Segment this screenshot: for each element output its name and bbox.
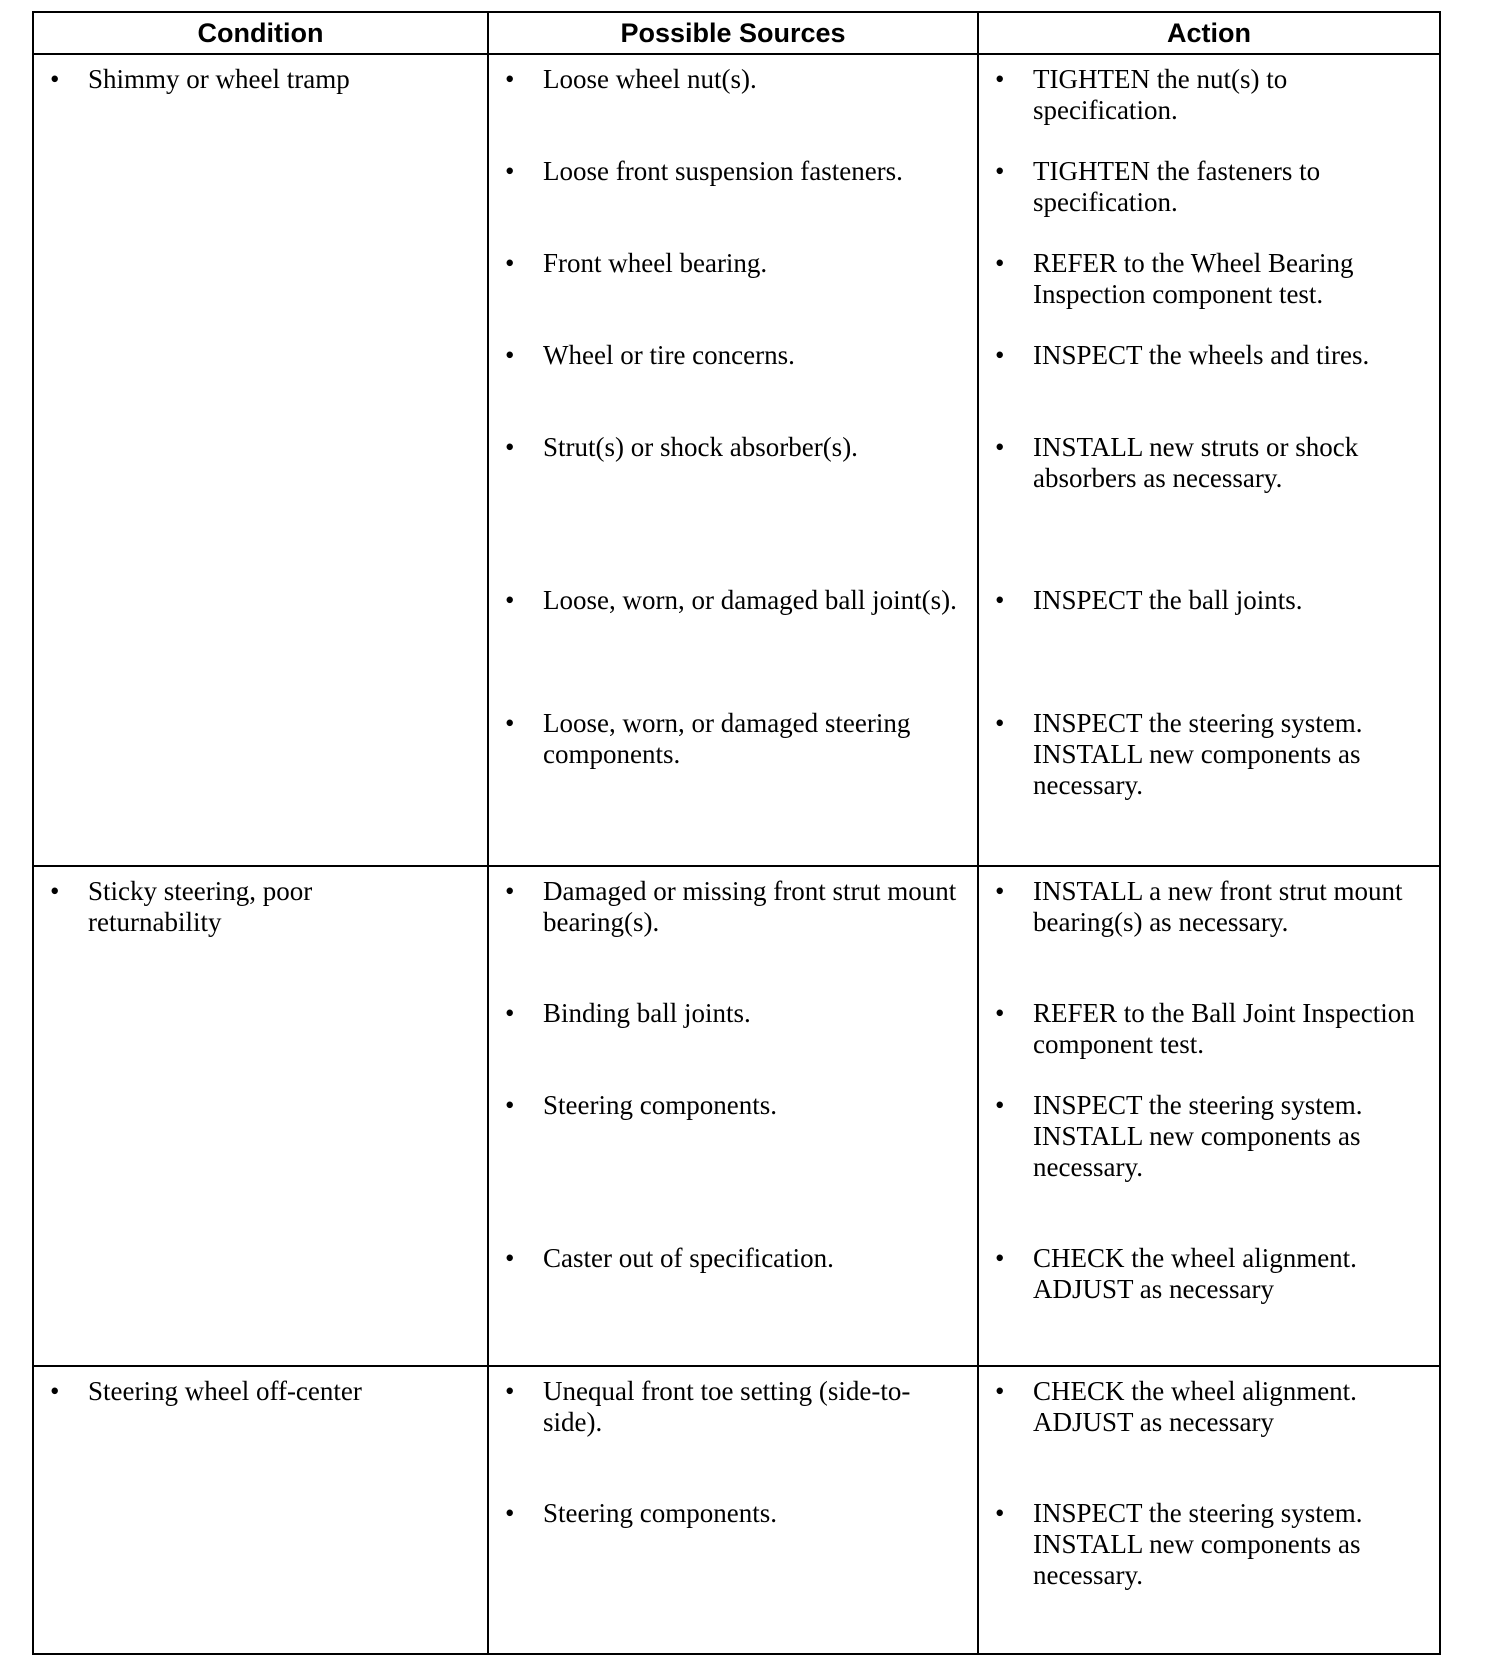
bullet: • (995, 1498, 1005, 1528)
action-entry (979, 432, 1439, 494)
source-entry (489, 708, 977, 770)
action-text: INSTALL new struts or shock absorbers as necessary. (1033, 432, 1359, 493)
action-entry (979, 1090, 1439, 1183)
source-text: Strut(s) or shock absorber(s). (543, 432, 858, 462)
condition-entry (34, 64, 487, 95)
bullet: • (995, 432, 1005, 462)
condition-entry (34, 1376, 487, 1407)
source-text: Wheel or tire concerns. (543, 340, 795, 370)
bullet: • (995, 1090, 1005, 1120)
action-cell (978, 54, 1440, 866)
diagnosis-table (32, 11, 1441, 1655)
action-text: INSPECT the steering system. INSTALL new components as necessary. (1033, 1498, 1363, 1590)
source-text: Steering components. (543, 1090, 777, 1120)
action-entry (979, 1376, 1439, 1438)
bullet: • (50, 1376, 60, 1406)
action-text: TIGHTEN the fasteners to specification. (1033, 156, 1321, 217)
source-entry (489, 876, 977, 938)
bullet: • (505, 1498, 515, 1528)
action-entry (979, 248, 1439, 310)
source-entry (489, 585, 977, 616)
source-entry (489, 998, 977, 1029)
source-text: Front wheel bearing. (543, 248, 768, 278)
sources-cell (488, 1366, 978, 1654)
action-entry (979, 1498, 1439, 1591)
bullet: • (505, 708, 515, 738)
source-entry (489, 64, 977, 95)
sources-cell (488, 54, 978, 866)
bullet: • (505, 432, 515, 462)
source-text: Caster out of specification. (543, 1243, 834, 1273)
condition-cell (33, 1366, 488, 1654)
source-text: Loose, worn, or damaged steering components. (543, 708, 911, 769)
bullet: • (995, 708, 1005, 738)
header-action: Action (978, 12, 1440, 54)
source-text: Loose wheel nut(s). (543, 64, 757, 94)
action-text: REFER to the Wheel Bearing Inspection component test. (1033, 248, 1354, 309)
header-possible-sources: Possible Sources (488, 12, 978, 54)
table-row (33, 54, 1440, 866)
bullet: • (505, 876, 515, 906)
bullet: • (505, 156, 515, 186)
bullet: • (505, 248, 515, 278)
bullet: • (995, 340, 1005, 370)
source-entry (489, 340, 977, 371)
bullet: • (995, 248, 1005, 278)
action-cell (978, 1366, 1440, 1654)
action-text: REFER to the Ball Joint Inspection component test. (1033, 998, 1415, 1059)
condition-cell (33, 54, 488, 866)
bullet: • (50, 64, 60, 94)
source-entry (489, 156, 977, 187)
bullet: • (505, 998, 515, 1028)
action-entry (979, 340, 1439, 371)
bullet: • (995, 585, 1005, 615)
bullet: • (505, 1243, 515, 1273)
header-row (33, 12, 1440, 54)
bullet: • (995, 1376, 1005, 1406)
source-entry (489, 1090, 977, 1121)
bullet: • (505, 1376, 515, 1406)
action-text: INSPECT the wheels and tires. (1033, 340, 1370, 370)
action-entry (979, 64, 1439, 126)
action-entry (979, 585, 1439, 616)
action-entry (979, 708, 1439, 801)
action-text: INSPECT the ball joints. (1033, 585, 1303, 615)
action-text: INSPECT the steering system. INSTALL new components as necessary. (1033, 708, 1363, 800)
sources-cell (488, 866, 978, 1366)
bullet: • (505, 64, 515, 94)
table-row (33, 866, 1440, 1366)
bullet: • (505, 340, 515, 370)
action-cell (978, 866, 1440, 1366)
source-text: Loose, worn, or damaged ball joint(s). (543, 585, 957, 615)
bullet: • (995, 998, 1005, 1028)
condition-text: Steering wheel off-center (88, 1376, 362, 1406)
condition-text: Shimmy or wheel tramp (88, 64, 350, 94)
header-condition: Condition (33, 12, 488, 54)
source-text: Loose front suspension fasteners. (543, 156, 903, 186)
action-text: CHECK the wheel alignment. ADJUST as necessary (1033, 1376, 1357, 1437)
source-entry (489, 1376, 977, 1438)
bullet: • (995, 876, 1005, 906)
bullet: • (995, 156, 1005, 186)
bullet: • (505, 585, 515, 615)
condition-entry (34, 876, 487, 938)
action-entry (979, 1243, 1439, 1305)
source-text: Unequal front toe setting (side-to-side). (543, 1376, 911, 1437)
condition-text: Sticky steering, poor returnability (88, 876, 313, 937)
source-entry (489, 248, 977, 279)
action-text: TIGHTEN the nut(s) to specification. (1033, 64, 1288, 125)
action-text: CHECK the wheel alignment. ADJUST as necessary (1033, 1243, 1357, 1304)
bullet: • (995, 1243, 1005, 1273)
source-text: Binding ball joints. (543, 998, 751, 1028)
action-entry (979, 876, 1439, 938)
bullet: • (995, 64, 1005, 94)
action-text: INSPECT the steering system. INSTALL new components as necessary. (1033, 1090, 1363, 1182)
bullet: • (505, 1090, 515, 1120)
action-text: INSTALL a new front strut mount bearing(s) as necessary. (1033, 876, 1403, 937)
table-row (33, 1366, 1440, 1654)
condition-cell (33, 866, 488, 1366)
bullet: • (50, 876, 60, 906)
source-text: Steering components. (543, 1498, 777, 1528)
action-entry (979, 998, 1439, 1060)
source-entry (489, 1243, 977, 1274)
source-text: Damaged or missing front strut mount bearing(s). (543, 876, 957, 937)
action-entry (979, 156, 1439, 218)
source-entry (489, 1498, 977, 1529)
source-entry (489, 432, 977, 463)
